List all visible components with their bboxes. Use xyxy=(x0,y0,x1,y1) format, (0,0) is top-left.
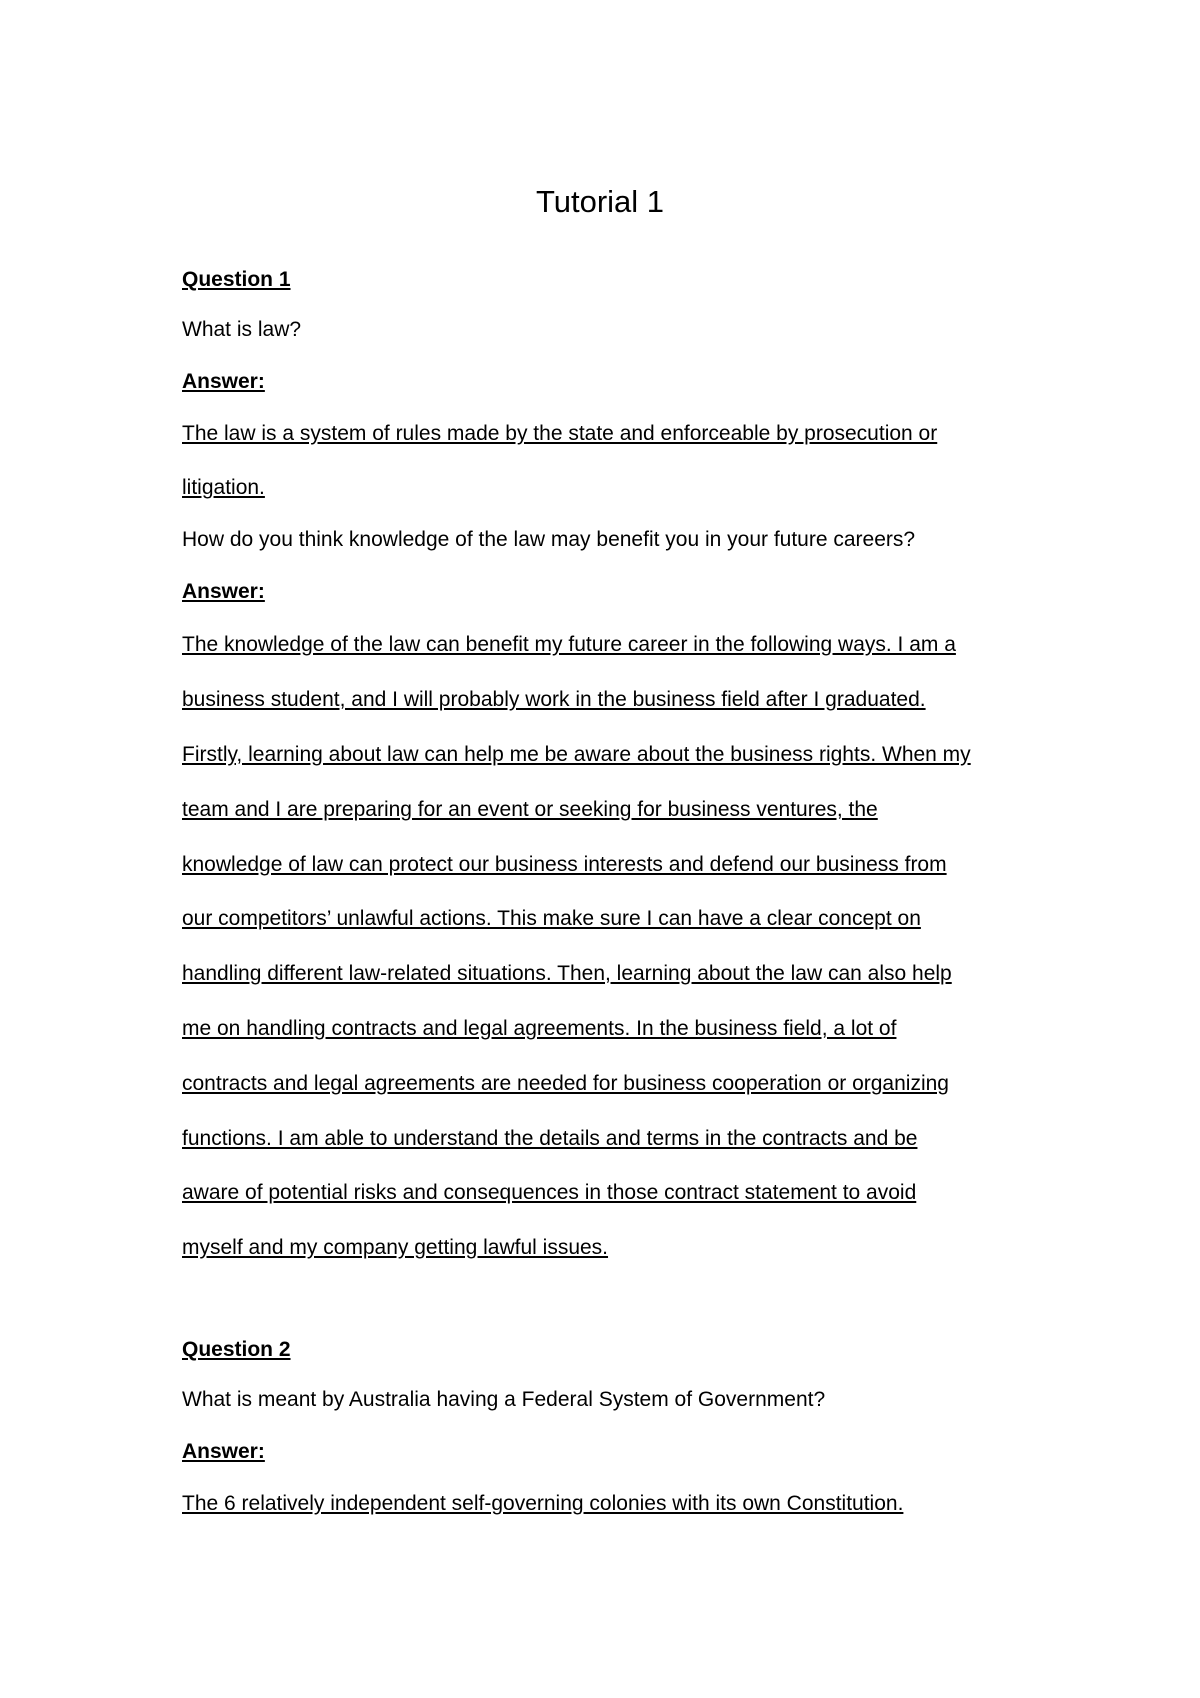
answer-line: The 6 relatively independent self-governing colonies with its own Constitution. xyxy=(182,1492,904,1515)
answer-line: handling different law-related situations. Then, learning about the law can also help xyxy=(182,962,952,985)
answer-label: Answer: xyxy=(182,1440,265,1463)
answer-line: our competitors’ unlawful actions. This make sure I can have a clear concept on xyxy=(182,907,921,930)
document-title: Tutorial 1 xyxy=(535,184,665,219)
answer-line: contracts and legal agreements are needed for business cooperation or organizing xyxy=(182,1072,949,1095)
question-1-heading: Question 1 xyxy=(182,268,291,291)
answer-line: me on handling contracts and legal agreements. In the business field, a lot of xyxy=(182,1017,897,1040)
answer-line: team and I are preparing for an event or seeking for business ventures, the xyxy=(182,798,878,821)
answer-line: Firstly, learning about law can help me be aware about the business rights. When my xyxy=(182,743,971,766)
question-2-heading: Question 2 xyxy=(182,1338,291,1361)
question-1-text: What is law? xyxy=(182,318,302,341)
answer-line: myself and my company getting lawful issues. xyxy=(182,1236,609,1259)
answer-line: The law is a system of rules made by the state and enforceable by prosecution or xyxy=(182,422,938,445)
answer-line: knowledge of law can protect our business interests and defend our business from xyxy=(182,853,947,876)
question-2-text: What is meant by Australia having a Federal System of Government? xyxy=(182,1388,826,1411)
answer-label: Answer: xyxy=(182,370,265,393)
question-1-followup-text: How do you think knowledge of the law may benefit you in your future careers? xyxy=(182,528,916,551)
answer-label: Answer: xyxy=(182,580,265,603)
answer-line: business student, and I will probably work in the business field after I graduated. xyxy=(182,688,926,711)
answer-line: aware of potential risks and consequences in those contract statement to avoid xyxy=(182,1181,917,1204)
answer-line: functions. I am able to understand the details and terms in the contracts and be xyxy=(182,1127,918,1150)
answer-line: litigation. xyxy=(182,476,265,499)
answer-line: The knowledge of the law can benefit my future career in the following ways. I am a xyxy=(182,633,956,656)
